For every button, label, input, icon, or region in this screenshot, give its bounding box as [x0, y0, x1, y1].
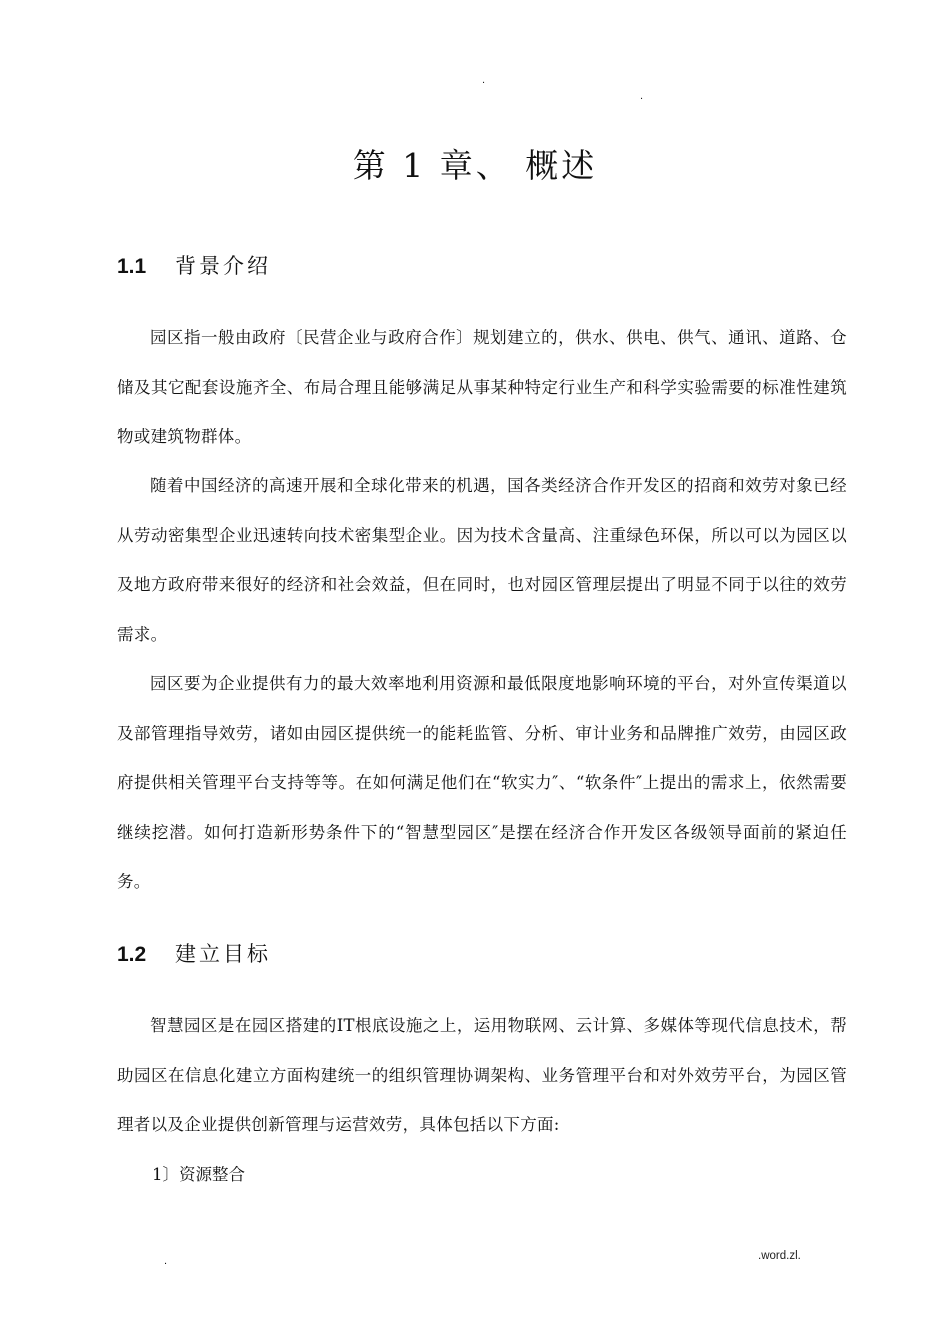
header-dot: .	[482, 74, 486, 86]
header-dot: .	[640, 90, 644, 102]
footer-text: .word.zl.	[758, 1250, 801, 1262]
paragraph: 园区要为企业提供有力的最大效率地利用资源和最低限度地影响环境的平台，对外宣传渠道以及部管理指导效劳，诸如由园区提供统一的能耗监管、分析、审计业务和品牌推广效劳，由园区政府提供相关管理平台支持等等。在如何满足他们在“软实力″、“软条件″上提出的需求上，依然需要继续挖潜。如何打造新形势条件下的“智慧型园区″是摆在经济合作开发区各级领导面前的紧迫任务。	[117, 674, 847, 891]
paragraph: 随着中国经济的高速开展和全球化带来的机遇，国各类经济合作开发区的招商和效劳对象已经从劳动密集型企业迅速转向技术密集型企业。因为技术含量高、注重绿色环保，所以可以为园区以及地方政府带来很好的经济和社会效益，但在同时，也对园区管理层提出了明显不同于以往的效劳需求。	[117, 476, 847, 644]
paragraph: 智慧园区是在园区搭建的IT根底设施之上，运用物联网、云计算、多媒体等现代信息技术，帮助园区在信息化建立方面构建统一的组织管理协调架构、业务管理平台和对外效劳平台，为园区管理者以及企业提供创新管理与运营效劳，具体包括以下方面:	[117, 1016, 847, 1134]
footer-dot: .	[164, 1255, 168, 1267]
paragraph: 园区指一般由政府〔民营企业与政府合作〕规划建立的，供水、供电、供气、通讯、道路、仓储及其它配套设施齐全、布局合理且能够满足从事某种特定行业生产和科学实验需要的标准性建筑物或建筑物群体。	[117, 328, 847, 446]
section-title: 建立目标	[175, 942, 271, 966]
section-number: 1.1	[117, 255, 147, 278]
section-number: 1.2	[117, 943, 147, 966]
list-item: 1〕资源整合	[152, 1165, 245, 1184]
section-heading	[117, 938, 271, 968]
section-title: 背景介绍	[175, 254, 271, 278]
chapter-title: 第 1 章、 概述	[352, 146, 598, 185]
section-heading	[117, 250, 271, 280]
